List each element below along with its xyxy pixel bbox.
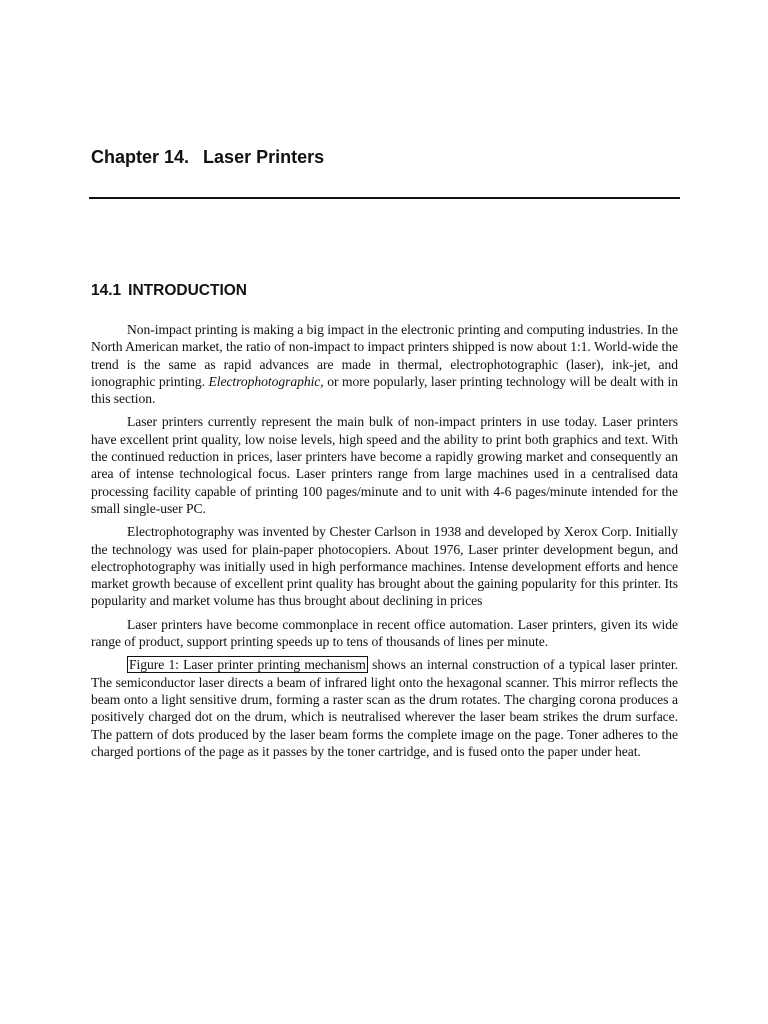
paragraph-1-text-after: , or more popularly, laser printing technology will be dealt with in this section.	[91, 373, 678, 407]
figure-1-link[interactable]: Figure 1: Laser printer printing mechanism	[129, 657, 366, 673]
paragraph-2: Laser printers currently represent the main bulk of non-impact printers in use today. Laser printers have excellent print quality, low noise levels, high speed and the ability to print both graphics and text. With the continued reduction in prices, laser printers have become a rapidly growing market and consequently an area of intense technological focus. Laser printers range from large machines used in a centralised data processing facility capable of printing 100 pages/minute and to unit with 4-6 pages/minute intended for the small single-user PC.	[91, 414, 678, 516]
paragraph-5	[91, 656, 678, 760]
chapter-label: Chapter 14.	[91, 147, 190, 167]
paragraph-1	[91, 321, 678, 407]
paragraph-3: Electrophotography was invented by Chester Carlson in 1938 and developed by Xerox Corp. Initially the technology was used for plain-paper photocopiers. About 1976, Laser printer development begun, and electrophotography was initially used in high performance machines. Intense development efforts and hence market growth because of excellent print quality has brought about the gaining popularity for this printer. Its popularity and market volume has thus brought about declining in prices	[91, 524, 678, 609]
chapter-divider	[89, 197, 680, 199]
chapter-title	[91, 146, 324, 168]
body-text	[91, 321, 678, 766]
chapter-name: Laser Printers	[203, 147, 325, 167]
paragraph-5-text-after: shows an internal construction of a typical laser printer. The semiconductor laser directs a beam of infrared light onto the hexagonal scanner. This mirror reflects the beam onto a light sensitive drum, forming a raster scan as the drum rotates. The charging corona produces a positively charged dot on the drum, which is neutralised wherever the laser beam strikes the drum surface. The pattern of dots produced by the laser beam forms the complete image on the page. Toner adheres to the charged portions of the page as it passes by the toner cartridge, and is fused onto the paper under heat.	[91, 657, 678, 759]
paragraph-1-text-before: Non-impact printing is making a big impact in the electronic printing and computing industries. In the North American market, the ratio of non-impact to impact printers shipped is now about 1:1. World-wide the trend is the same as rapid advances are made in thermal, electrophotographic (laser), ink-jet, and ionographic printing.	[91, 322, 678, 389]
paragraph-4: Laser printers have become commonplace in recent office automation. Laser printers, given its wide range of product, support printing speeds up to tens of thousands of lines per minute.	[91, 616, 678, 650]
paragraph-1-italic-term: Electrophotographic	[208, 373, 321, 389]
section-heading	[91, 281, 247, 301]
section-number: 14.1	[91, 282, 122, 299]
section-title: INTRODUCTION	[128, 282, 247, 299]
